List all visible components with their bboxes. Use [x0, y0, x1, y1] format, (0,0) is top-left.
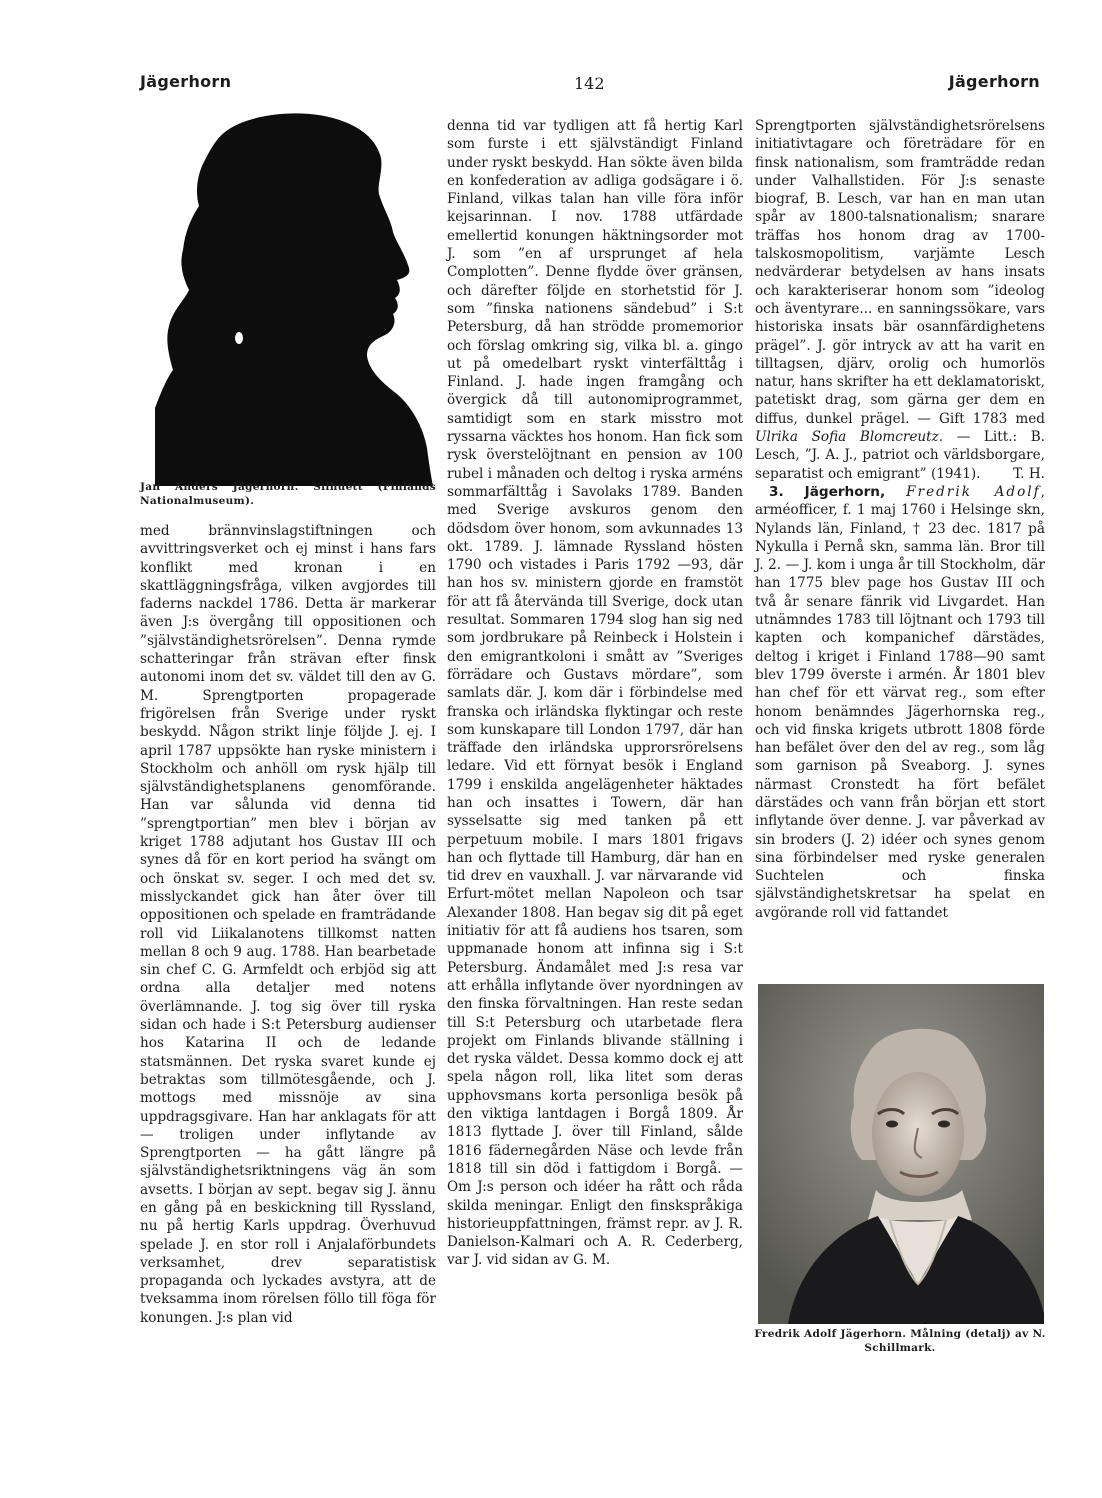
- column-3-paragraph-1: [755, 117, 1045, 483]
- column-3: [755, 117, 1045, 922]
- col3-text-a: Sprengtporten självständighetsrörelsens initiativtagare och företrädare för en finsk nationalism, som framträdde redan under Valhallstiden. För J:s senaste biograf, B. Lesch, var han en man utan spår av 1800-talsnationalism; snarare träffas hos honom drag av 1700-talskosmopolitism, varjämte Lesch nedvärderar betydelsen av hans insats och karakteriserar honom som ”ideolog och äventyrare... en sanningssökare, vars historiska insats bär osannfärdighetens prägel”. J. gör intryck av att ha varit en tilltagsen, djärv, orolig och humorlös natur, hans skrifter ha ett deklamatoriskt, patetiskt drag, som gärna ger dem en diffus, dunkel prägel. — Gift 1783 med: [755, 118, 1045, 427]
- entry-heading: 3. Jägerhorn,: [769, 483, 907, 500]
- running-head-right: Jägerhorn: [948, 72, 1040, 91]
- entry-given-names: Fredrik Adolf: [906, 483, 1041, 500]
- portrait-caption: Fredrik Adolf Jägerhorn. Målning (detalj) av N. Schillmark.: [754, 1328, 1046, 1354]
- column-3-paragraph-2: [755, 483, 1045, 922]
- column-1: [140, 522, 436, 1327]
- spouse-name: Ulrika Sofia Blomcreutz: [755, 429, 939, 446]
- silhouette-caption: Jan Anders Jägerhorn. Silhuett (Finlands Nationalmuseum).: [140, 481, 436, 507]
- silhouette-image: [155, 108, 433, 486]
- column-2: [447, 117, 743, 1270]
- running-head-left: Jägerhorn: [140, 72, 232, 91]
- column-2-text: denna tid var tydligen att få hertig Karl som furste i ett självständigt Finland under ryskt beskydd. Han sökte även bilda en konfederation av adliga godsägare i ö. Finland, vilkas talan han ville föra inför kejsarinnan. I nov. 1788 utfärdade emellertid konungen häktningsorder mot J. som ”en af ursprunget af hela Complotten”. Denne flydde över gränsen, och därefter följde en storhetstid för J. som ”finska nationens sändebud” i S:t Petersburg, då han strödde promemorior och förslag omkring sig, vilka bl. a. gingo ut på omedelbart ryskt vinterfälttåg i Finland. J. hade ingen framgång och övergick då till autonomiprogrammet, samtidigt som en stark misstro mot ryssarna väcktes hos honom. Han fick som rysk överstelöjtnant en pension av 100 rubel i månaden och deltog i ryska arméns sommarfälttåg i Savolaks 1789. Banden med Sverige avskuros genom den dödsdom över honom, som avkunnades 13 okt. 1789. J. lämnade Ryssland hösten 1790 och vistades i Paris 1792 —93, där han hos sv. ministern gjorde en framstöt för att få återvända till Sverige, dock utan resultat. Sommaren 1794 slog han sig ned som jordbrukare på Reinbeck i Holstein i den emigrantkoloni i smått av ”Sveriges förrädare och Gustavs mördare”, som samlats där. J. kom där i förbindelse med franska och irländska flyktingar och reste som kunskapare till London 1797, där han träffade den irländska upprorsrörelsens ledare. Vid ett förnyat besök i England 1799 i enskilda angelägenheter häktades han och insattes i Towern, där han sysselsatte sig med tanken på ett perpetuum mobile. I mars 1801 frigavs han och flyttade till Hamburg, där han en tid drev en vauxhall. J. var närvarande vid Erfurt-mötet mellan Napoleon och tsar Alexander 1808. Han begav sig dit på eget initiativ för att få audiens hos tsaren, som uppmanade honom att infinna sig i S:t Petersburg. Ändamålet med J:s resa var att erhålla inflytande över nyordningen av den finska förvaltningen. Han reste sedan till S:t Petersburg och utarbetade flera projekt om Finlands blivande ställning i det ryska väldet. Dessa kommo dock ej att spela någon roll, lika litet som deras upphovsmans korta personliga besök på den viktiga lantdagen i Borgå 1809. År 1813 flyttade J. över till Finland, sålde 1816 fädernegården Näse och levde från 1818 till sin död i fattigdom i Borgå. — Om J:s person och idéer ha rått och råda skilda meningar. Enligt den finskspråkiga historieuppfattningen, främst repr. av J. R. Danielson-Kalmari och A. R. Cederberg, var J. vid sidan av G. M.: [447, 118, 743, 1269]
- author-signature: T. H.: [1013, 465, 1045, 482]
- column-1-text: med brännvinslagstiftningen och avvittringsverket och ej minst i hans fars konflikt med kronan i en skattläggningsfråga, vilken avgjordes till faderns nackdel 1786. Detta är markerar även J:s övergång till oppositionen och ”självständighetsrörelsen”. Denna rymde schatteringar från strävan efter finsk autonomi inom det sv. väldet till den av G. M. Sprengtporten propagerade frigörelsen från Sverige under ryskt beskydd. Någon strikt linje följde J. ej. I april 1787 uppsökte han ryske ministern i Stockholm och anhöll om rysk hjälp till självständighetsplanens genomförande. Han var sålunda vid denna tid ”sprengtportian” men blev i början av kriget 1788 adjutant hos Gustav III och synes då för en kort period ha svängt om och önskat sv. seger. I och med det sv. misslyckandet gick han åter över till oppositionen och spelade en framträdande roll vid Liikalanotens tillkomst natten mellan 8 och 9 aug. 1788. Han bearbetade sin chef C. G. Armfeldt och erbjöd sig att ordna alla detaljer med notens överlämnande. J. tog sig över till ryska sidan och hade i S:t Petersburg audienser hos Katarina II och de ledande statsmännen. Det ryska svaret kunde ej betraktas som tillmötesgående, och J. mottogs med missnöje av sina uppdragsgivare. Han har anklagats för att — troligen under inflytande av Sprengtporten — ha gått längre på självständighetsriktningens väg än som avsetts. I början av sept. begav sig J. ännu en gång på en beskickning till Ryssland, nu på hertig Karls uppdrag. Överhuvud spelade J. en stor roll i Anjalaförbundets verksamhet, drev separatistisk propaganda och lyckades avstyra, att de tveksamma inom rörelsen föllo till föga för konungen. J:s plan vid: [140, 523, 436, 1326]
- page-number: 142: [574, 74, 605, 93]
- col3-text-c: , arméofficer, f. 1 maj 1760 i Helsinge skn, Nylands län, Finland, † 23 dec. 1817 på Nykulla i Pernå skn, samma län. Bror till J. 2. — J. kom i unga år till Stockholm, där han 1775 blev page hos Gustav III och två år senare fänrik vid Livgardet. Han utnämndes 1783 till löjtnant och 1793 till kapten och kompanichef därstädes, deltog i kriget i Finland 1788—90 samt blev 1799 överste i armén. År 1801 blev han chef för ett värvat reg., som efter honom benämndes Jägerhornska reg., och vid finska krigets utbrott 1808 förde han befälet över den del av reg., som låg som garnison på Sveaborg. J. synes närmast Cronstedt ha fört befälet därstädes och vann från början ett stort inflytande över denne. J. var påverkad av sin broders (J. 2) idéer och synes genom sina förbindelser med ryske generalen Suchtelen och finska självständighetskretsar ha spelat en avgörande roll vid fattandet: [755, 483, 1045, 921]
- portrait-image: [758, 984, 1044, 1324]
- col3-text-b: . — Litt.: B. Lesch, ”J. A. J., patriot och världsborgare, separatist och emigrant” (1941).: [755, 429, 1046, 482]
